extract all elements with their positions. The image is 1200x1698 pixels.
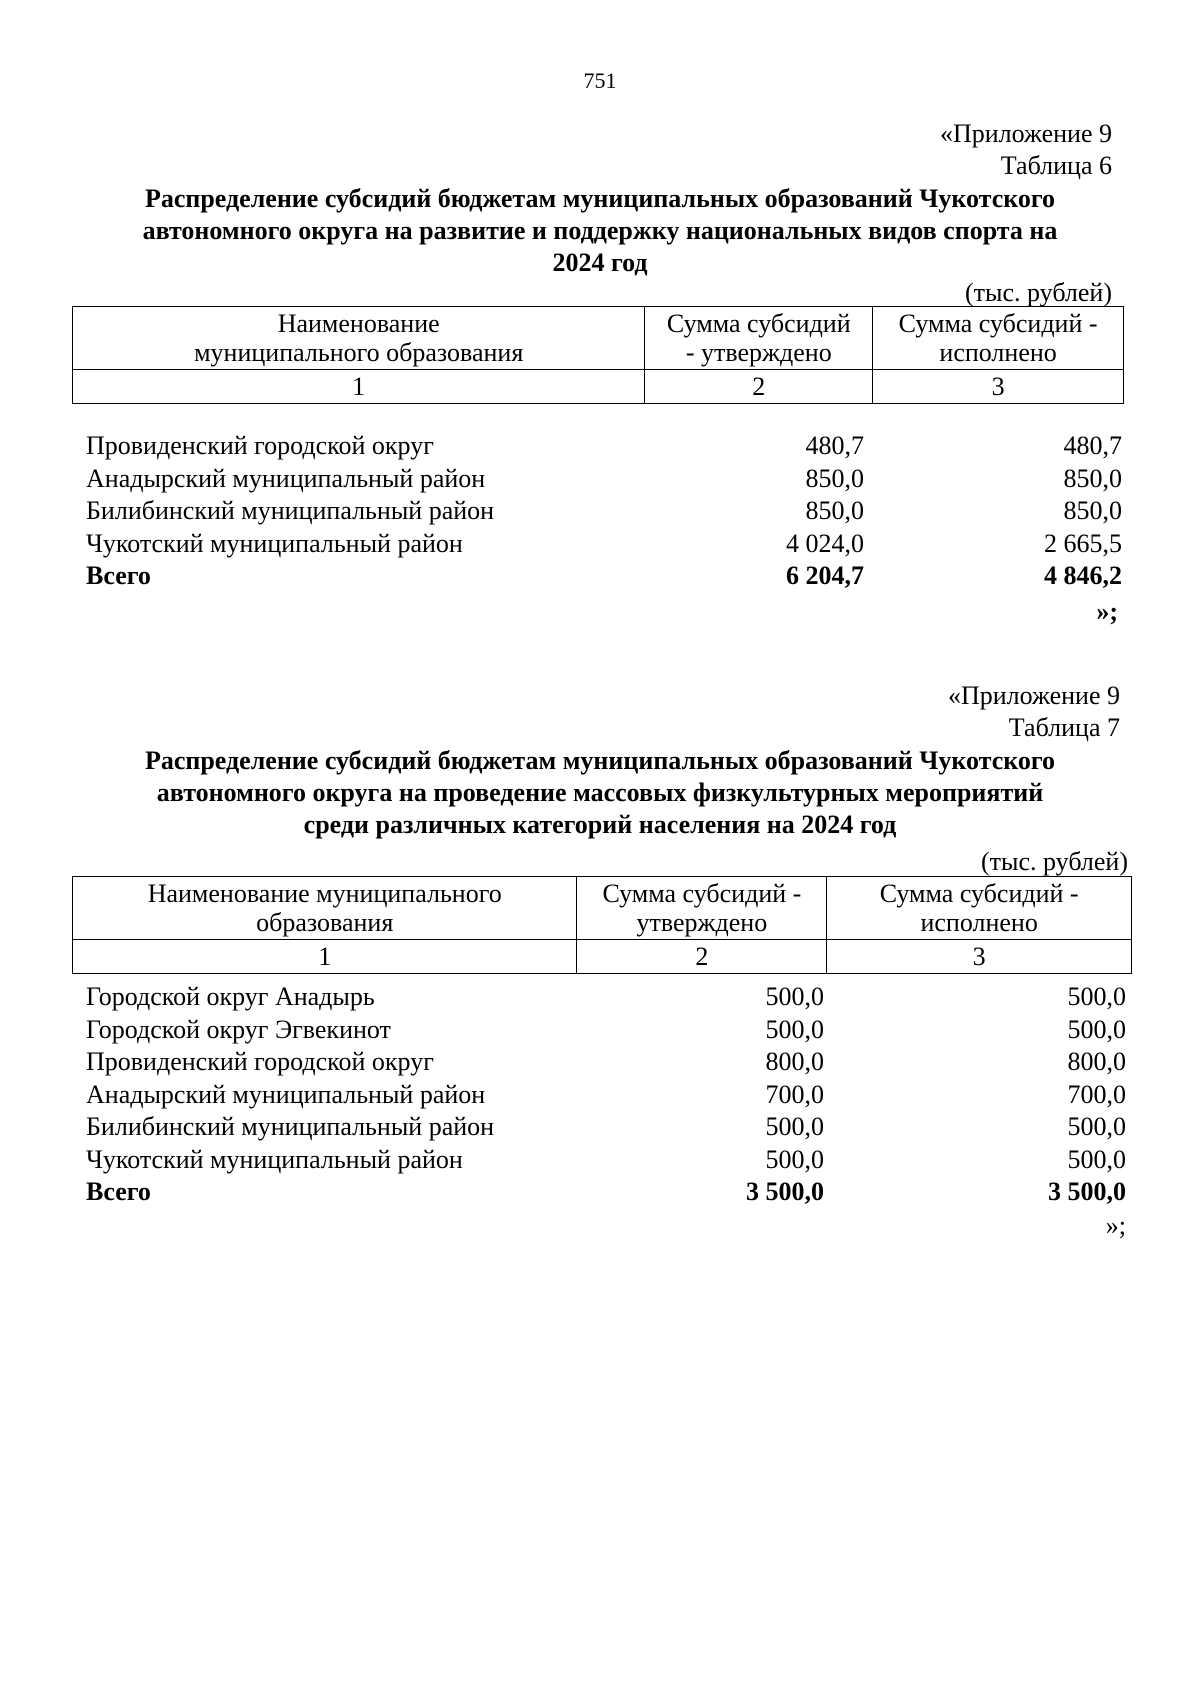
table-row <box>86 463 1122 496</box>
header-text: - утверждено <box>685 338 832 367</box>
header-text: Наименование <box>277 309 440 338</box>
table7-title-line: автономного округа на проведение массовых физкультурных мероприятий <box>156 778 1044 807</box>
total-row <box>86 1176 1126 1209</box>
total-name: Всего <box>86 561 151 590</box>
header-text: Наименование муниципального <box>147 879 502 908</box>
row-approved: 850,0 <box>805 463 864 493</box>
row-name: Билибинский муниципальный район <box>86 1112 495 1141</box>
table6-header <box>72 306 1124 404</box>
table7-units: (тыс. рублей) <box>980 847 1128 876</box>
header-text: Сумма субсидий - <box>602 879 802 908</box>
table6-label: Таблица 6 <box>1000 151 1112 180</box>
table6-title-line: Распределение субсидий бюджетам муниципальных образований Чукотского <box>144 184 1056 213</box>
table7-colnum-1: 1 <box>73 940 577 974</box>
table7-body <box>86 981 1126 1209</box>
table7-title <box>60 745 1140 841</box>
header-text: образования <box>256 908 394 937</box>
total-executed: 3 500,0 <box>1048 1177 1126 1206</box>
table6-colnum-3: 3 <box>873 370 1124 404</box>
table6-close-quote: »; <box>1096 597 1118 626</box>
table6-title <box>60 183 1140 279</box>
table-row <box>86 981 1126 1014</box>
table6-title-line: 2024 год <box>552 248 648 277</box>
table6-colnum-1: 1 <box>73 370 645 404</box>
table6-appendix: «Приложение 9 <box>939 119 1112 148</box>
row-name: Анадырский муниципальный район <box>86 1079 486 1109</box>
table7-colnum-2: 2 <box>577 940 827 974</box>
table-row <box>86 430 1122 463</box>
table-row <box>86 1079 1126 1112</box>
row-executed: 480,7 <box>1063 431 1122 460</box>
row-approved: 500,0 <box>765 1014 824 1044</box>
page-number: 751 <box>583 68 617 93</box>
table7-header-executed <box>827 877 1132 940</box>
row-name: Чукотский муниципальный район <box>86 1144 463 1174</box>
table6-title-line: автономного округа на развитие и поддержку национальных видов спорта на <box>142 216 1058 245</box>
header-text: Сумма субсидий - <box>879 879 1079 908</box>
row-approved: 480,7 <box>805 431 864 460</box>
table-row <box>86 528 1122 561</box>
row-name: Билибинский муниципальный район <box>86 496 495 525</box>
row-executed: 500,0 <box>1067 1014 1126 1044</box>
row-name: Провиденский городской округ <box>86 431 434 460</box>
total-name: Всего <box>86 1177 151 1206</box>
row-approved: 800,0 <box>765 1047 824 1076</box>
table7-header-approved <box>577 877 827 940</box>
row-name: Провиденский городской округ <box>86 1047 434 1076</box>
table7-colnum-3: 3 <box>827 940 1132 974</box>
row-name: Городской округ Анадырь <box>86 982 375 1011</box>
row-approved: 700,0 <box>765 1079 824 1109</box>
row-executed: 500,0 <box>1067 1112 1126 1141</box>
table7-close-quote: »; <box>1105 1211 1126 1240</box>
row-approved: 850,0 <box>805 496 864 525</box>
row-executed: 850,0 <box>1063 463 1122 493</box>
header-text: муниципального образования <box>194 338 524 367</box>
total-row <box>86 560 1122 593</box>
header-text: Сумма субсидий - <box>898 309 1098 338</box>
row-executed: 700,0 <box>1067 1079 1126 1109</box>
table6-header-name <box>73 307 645 370</box>
table6-body <box>86 430 1122 593</box>
total-approved: 3 500,0 <box>746 1177 824 1206</box>
total-approved: 6 204,7 <box>786 561 864 590</box>
row-executed: 2 665,5 <box>1044 528 1122 558</box>
row-name: Чукотский муниципальный район <box>86 528 463 558</box>
row-executed: 850,0 <box>1063 496 1122 525</box>
row-approved: 500,0 <box>765 1144 824 1174</box>
table7-title-line: Распределение субсидий бюджетам муниципальных образований Чукотского <box>144 746 1056 775</box>
table-row <box>86 495 1122 528</box>
total-executed: 4 846,2 <box>1044 561 1122 590</box>
header-text: исполнено <box>939 338 1057 367</box>
table6-header-executed <box>873 307 1124 370</box>
row-executed: 800,0 <box>1067 1047 1126 1076</box>
row-approved: 4 024,0 <box>786 528 864 558</box>
row-executed: 500,0 <box>1067 1144 1126 1174</box>
row-name: Анадырский муниципальный район <box>86 463 486 493</box>
header-text: утверждено <box>636 908 768 937</box>
row-approved: 500,0 <box>765 1112 824 1141</box>
table7-appendix: «Приложение 9 <box>947 681 1120 710</box>
table-row <box>86 1014 1126 1047</box>
table6-units: (тыс. рублей) <box>964 278 1112 307</box>
table7-title-line: среди различных категорий населения на 2024 год <box>303 810 897 839</box>
row-executed: 500,0 <box>1067 982 1126 1011</box>
row-approved: 500,0 <box>765 982 824 1011</box>
table7-header-name <box>73 877 577 940</box>
table7-header <box>72 876 1132 974</box>
table-row <box>86 1111 1126 1144</box>
table-row <box>86 1046 1126 1079</box>
row-name: Городской округ Эгвекинот <box>86 1014 391 1044</box>
table6-colnum-2: 2 <box>645 370 873 404</box>
table7-label: Таблица 7 <box>1008 713 1120 742</box>
table6-header-approved <box>645 307 873 370</box>
header-text: исполнено <box>920 908 1038 937</box>
header-text: Сумма субсидий <box>666 309 851 338</box>
table-row <box>86 1144 1126 1177</box>
